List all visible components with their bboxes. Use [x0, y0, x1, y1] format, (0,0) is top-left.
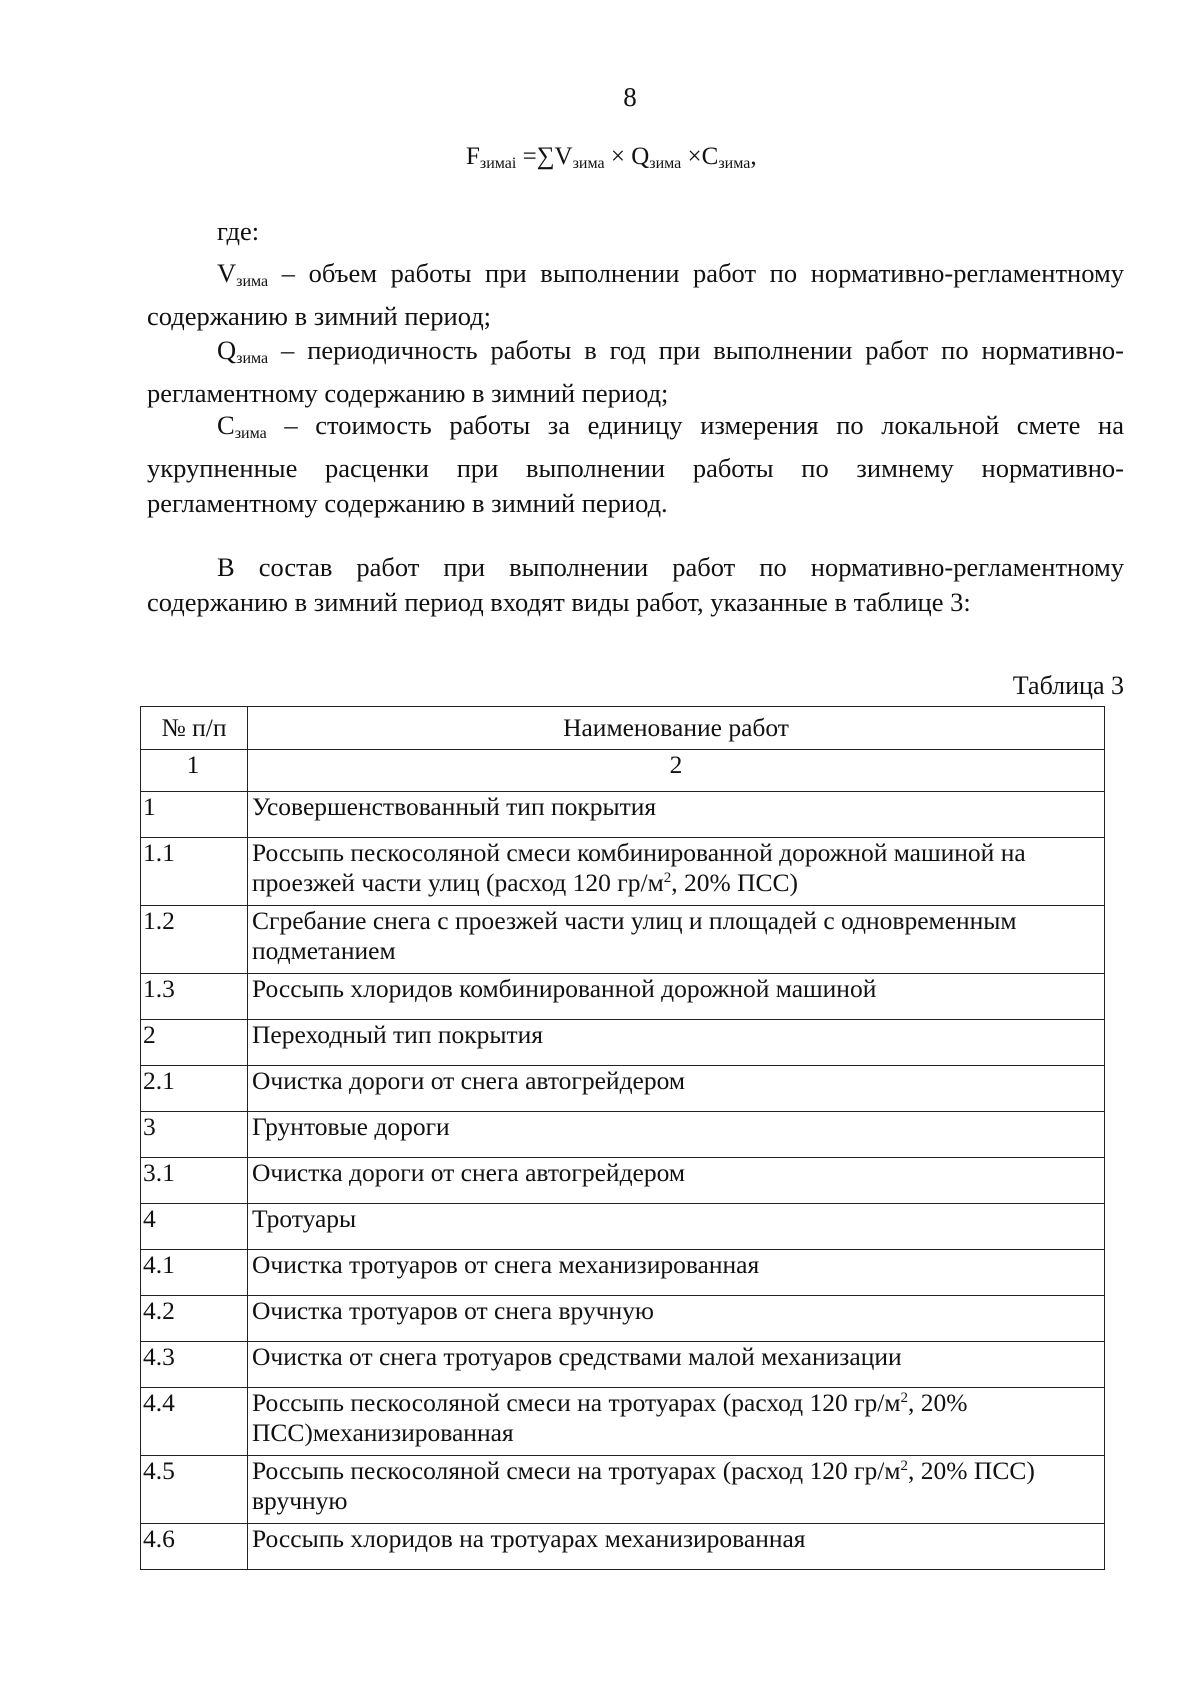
column-index-2: 2 — [248, 750, 1105, 792]
table-caption: Таблица 3 — [1012, 671, 1124, 700]
table-header-row — [141, 707, 1105, 750]
row-number: 1 — [141, 792, 248, 838]
row-number: 1.3 — [141, 974, 248, 1020]
row-number: 4.5 — [141, 1456, 248, 1524]
row-number: 1.2 — [141, 906, 248, 974]
row-name: Очистка дороги от снега автогрейдером — [248, 1158, 1105, 1204]
row-name: Сгребание снега с проезжей части улиц и площадей с одновременным подметанием — [248, 906, 1105, 974]
row-name: Очистка тротуаров от снега механизированная — [248, 1250, 1105, 1296]
where-label: где: — [217, 216, 260, 246]
row-number: 4.3 — [141, 1342, 248, 1388]
legend-q: $Q_{зима}$ – периодичность работы в год при выполнении работ по нормативно-регламентному содержанию в зимний период; — [147, 335, 1124, 408]
row-name: Россыпь хлоридов комбинированной дорожной машиной — [248, 974, 1105, 1020]
table-row — [141, 1524, 1105, 1570]
cost-formula: $F_{зимаi} =\sum V_{зима} \times Q_{зима} \times C_{зима}$, — [466, 143, 757, 172]
row-name: Россыпь пескосоляной смеси на тротуарах (расход 120 $гр/м^2$, 20% ПСС) вручную — [248, 1456, 1105, 1524]
row-name: Очистка тротуаров от снега вручную — [248, 1296, 1105, 1342]
row-number: 2.1 — [141, 1066, 248, 1112]
table-row — [141, 792, 1105, 838]
row-name: Очистка от снега тротуаров средствами малой механизации — [248, 1342, 1105, 1388]
row-number: 2 — [141, 1020, 248, 1066]
table-row — [141, 1158, 1105, 1204]
legend-v: $V_{зима}$ – объем работы при выполнении работ по нормативно-регламентному содержанию в зимний период; — [147, 258, 1124, 331]
row-number: 4.4 — [141, 1388, 248, 1456]
intro-paragraph: В состав работ при выполнении работ по нормативно-регламентному содержанию в зимний период входят виды работ, указанные в таблице 3: — [147, 552, 1124, 617]
row-name: Грунтовые дороги — [248, 1112, 1105, 1158]
row-number: 4.1 — [141, 1250, 248, 1296]
row-number: 3.1 — [141, 1158, 248, 1204]
column-index-row — [141, 750, 1105, 792]
header-name: Наименование работ — [248, 707, 1105, 750]
row-name: Переходный тип покрытия — [248, 1020, 1105, 1066]
works-table — [140, 706, 1105, 1570]
row-name: Россыпь пескосоляной смеси на тротуарах (расход 120 $гр/м^2$, 20% ПСС)механизированная — [248, 1388, 1105, 1456]
table-row — [141, 906, 1105, 974]
row-number: 4.6 — [141, 1524, 248, 1570]
row-name: Россыпь пескосоляной смеси комбинированной дорожной машиной на проезжей части улиц (расход 120 $гр/м^2$, 20% ПСС) — [248, 838, 1105, 906]
header-number: № п/п — [141, 707, 248, 750]
row-number: 1.1 — [141, 838, 248, 906]
table-row — [141, 1066, 1105, 1112]
table-row — [141, 1204, 1105, 1250]
row-number: 4 — [141, 1204, 248, 1250]
table-row — [141, 1342, 1105, 1388]
row-name: Россыпь хлоридов на тротуарах механизированная — [248, 1524, 1105, 1570]
table-row — [141, 1388, 1105, 1456]
row-name: Тротуары — [248, 1204, 1105, 1250]
column-index-1: 1 — [141, 750, 248, 792]
table-row — [141, 838, 1105, 906]
table-row — [141, 974, 1105, 1020]
row-number: 4.2 — [141, 1296, 248, 1342]
table-row — [141, 1020, 1105, 1066]
row-name: Усовершенствованный тип покрытия — [248, 792, 1105, 838]
row-number: 3 — [141, 1112, 248, 1158]
table-row — [141, 1456, 1105, 1524]
row-name: Очистка дороги от снега автогрейдером — [248, 1066, 1105, 1112]
table-row — [141, 1250, 1105, 1296]
table-row — [141, 1296, 1105, 1342]
table-row — [141, 1112, 1105, 1158]
legend-c: $С_{зима}$ – стоимость работы за единицу измерения по локальной смете на укрупненные расценки при выполнении работы по зимнему нормативно-регламентному содержанию в зимний период. — [147, 410, 1124, 518]
page-number: 8 — [623, 82, 637, 112]
